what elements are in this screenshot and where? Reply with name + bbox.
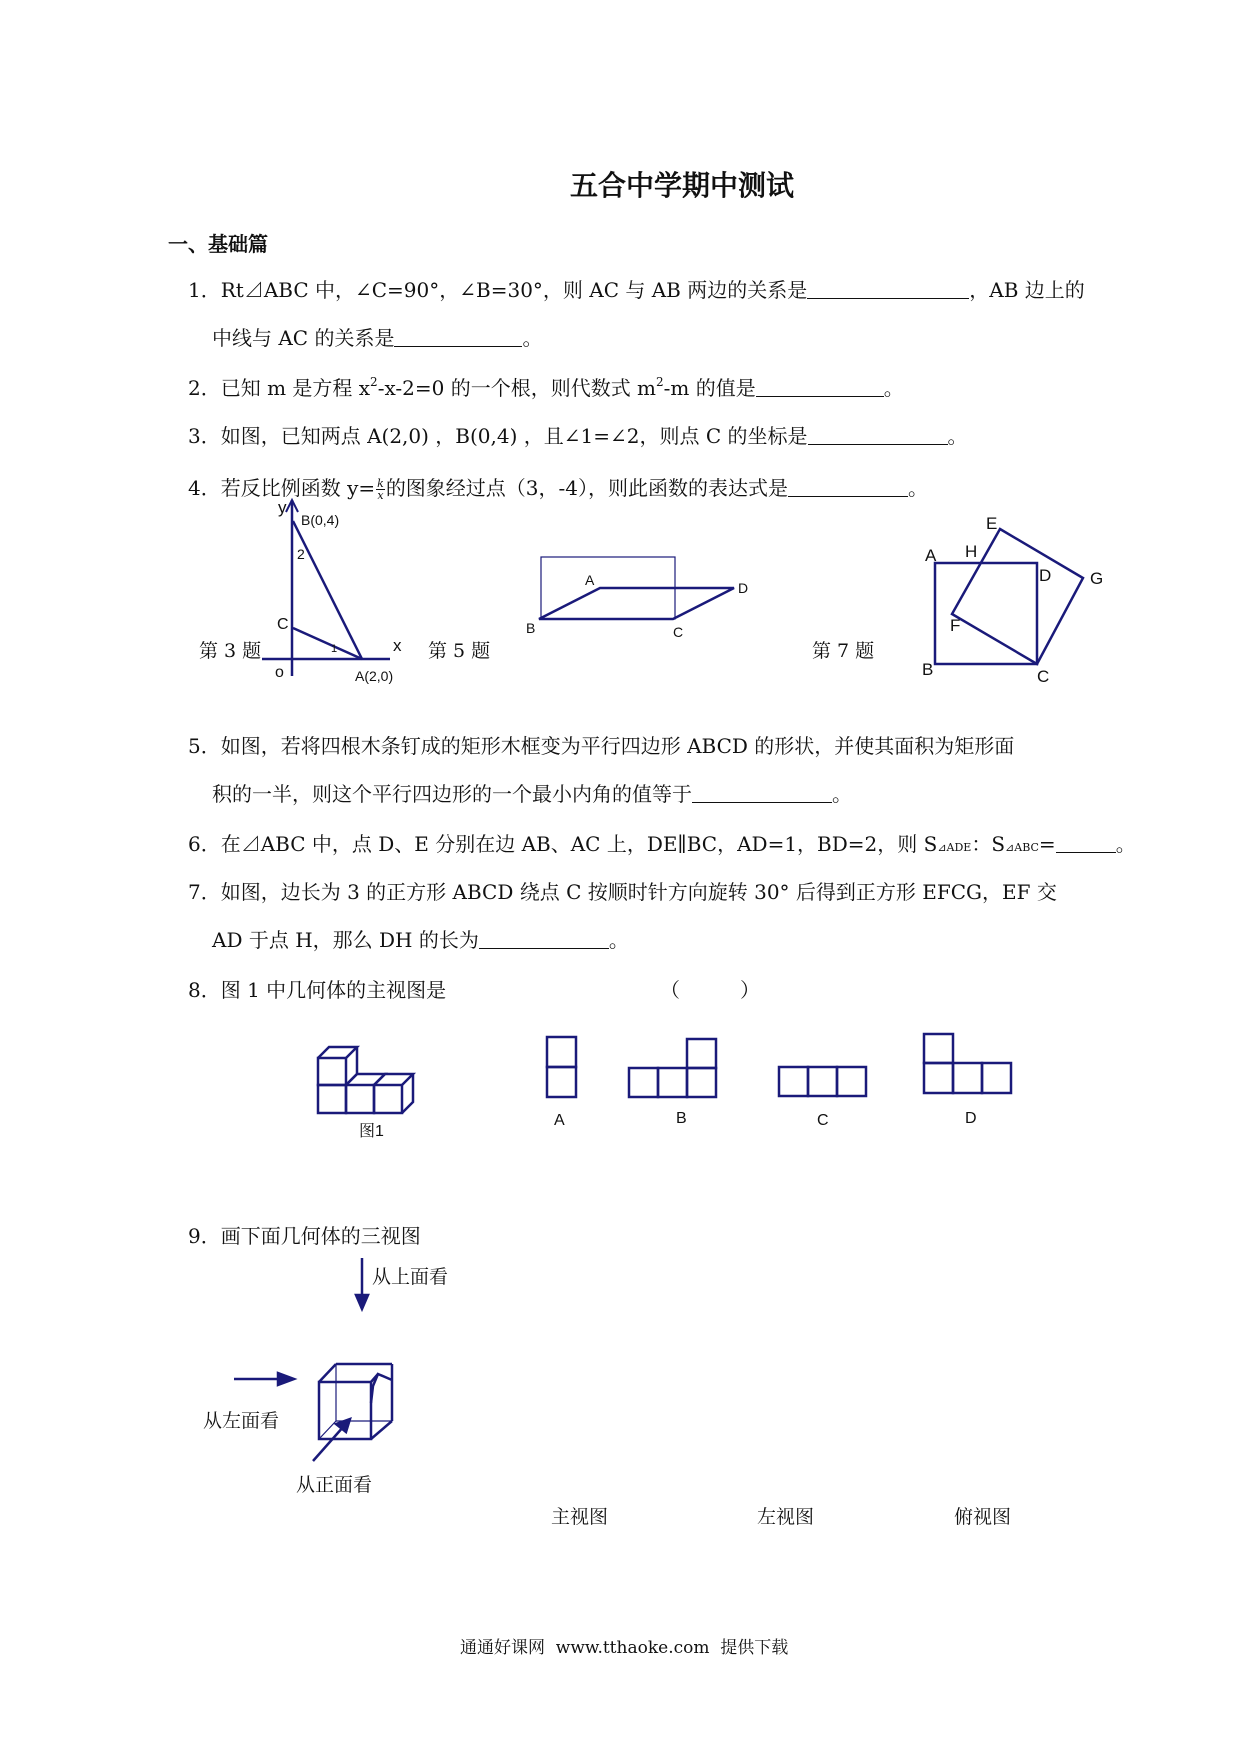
fig9-cube-solid xyxy=(319,1364,392,1439)
q1-text-a: 1．Rt⊿ABC 中，∠C=90°，∠B=30°，则 AC 与 AB 两边的关系是 xyxy=(188,278,808,302)
q2-text-d: 。 xyxy=(883,376,904,400)
fig3-label-a: A(2,0) xyxy=(355,668,394,684)
fig7-label-g: G xyxy=(1090,569,1104,588)
q4-text-a: 4．若反比例函数 y= xyxy=(188,476,376,500)
q6-sub-1: ⊿ADE xyxy=(937,841,972,854)
fig9-arrow-top-icon xyxy=(356,1258,368,1309)
q1-text-d: 。 xyxy=(522,326,543,350)
fig5-label-b: B xyxy=(526,620,536,636)
page-title: 五合中学期中测试 xyxy=(570,169,795,202)
fig3-label-y: y xyxy=(278,498,287,517)
q6-text-a: 6．在⊿ABC 中，点 D、E 分别在边 AB、AC 上，DE∥BC，AD=1，BD=2，则 S xyxy=(188,832,938,856)
fig3-label-angle1: 1 xyxy=(331,643,338,655)
q2-text-b: -x-2=0 的一个根，则代数式 m xyxy=(377,376,657,400)
fig3-caption: 第 3 题 xyxy=(199,640,262,662)
fig7-label-c: C xyxy=(1037,667,1050,686)
q7-text-a: AD 于点 H，那么 DH 的长为 xyxy=(212,928,479,952)
fig9-label-front: 从正面看 xyxy=(296,1474,373,1496)
q4-text-b: 的图象经过点（3，-4），则此函数的表达式是 xyxy=(385,476,789,500)
q6-sub-2: ⊿ABC xyxy=(1005,841,1039,854)
fig3-label-c: C xyxy=(277,616,289,633)
q6-text-c: = xyxy=(1038,832,1056,856)
q5-text-b: 。 xyxy=(832,782,852,806)
q7-text-line1: 7．如图，边长为 3 的正方形 ABCD 绕点 C 按顺时针方向旋转 30° 后得到正方形 EFCG，EF 交 xyxy=(188,880,1057,904)
fig7-label-b: B xyxy=(922,660,934,679)
fig8-label-d[interactable]: D xyxy=(965,1110,977,1127)
q4-text-c: 。 xyxy=(908,476,929,500)
fig7-label-f: F xyxy=(950,616,961,635)
q2-sup-2: 2 xyxy=(656,375,664,389)
fig3-label-o: o xyxy=(275,664,284,681)
q9-text: 9．画下面几何体的三视图 xyxy=(188,1224,421,1248)
q1-text-c: 中线与 AC 的关系是 xyxy=(212,326,395,350)
q2-text-c: -m 的值是 xyxy=(663,376,756,400)
fig5-label-a: A xyxy=(585,572,595,588)
fig9-label-top: 从上面看 xyxy=(372,1266,449,1288)
page-footer: 通通好课网 www.tthaoke.com 提供下载 xyxy=(460,1638,789,1658)
fig7-label-h: H xyxy=(965,542,978,561)
fig3-label-angle2: 2 xyxy=(297,546,305,562)
q4-frac-den: x xyxy=(377,489,384,502)
q3-text-a: 3．如图，已知两点 A(2,0) ，B(0,4) ，且∠1=∠2，则点 C 的坐标是 xyxy=(188,424,808,448)
fig5-caption: 第 5 题 xyxy=(428,640,491,662)
q1-text-b: ，AB 边上的 xyxy=(969,278,1085,302)
fig7-label-a: A xyxy=(925,546,937,565)
section-heading: 一、基础篇 xyxy=(168,232,268,256)
fig7-label-e: E xyxy=(986,514,998,533)
fig9-arrow-left-icon xyxy=(234,1373,294,1385)
fig8-label-c[interactable]: C xyxy=(817,1112,829,1129)
q4-frac-num: k xyxy=(377,477,384,490)
fig7-caption: 第 7 题 xyxy=(812,640,875,662)
q6-text-b: ：S xyxy=(971,832,1006,856)
fig9-label-top-view: 俯视图 xyxy=(954,1506,1012,1528)
q5-text-line1: 5．如图，若将四根木条钉成的矩形木框变为平行四边形 ABCD 的形状，并使其面积为矩形面 xyxy=(188,734,1015,758)
fig8-label-b[interactable]: B xyxy=(676,1110,687,1127)
fig9-label-left-view: 左视图 xyxy=(757,1506,815,1528)
q8-answer-paren[interactable]: （ ） xyxy=(660,978,760,1002)
fig9-label-main-view: 主视图 xyxy=(551,1506,609,1528)
fig8-label-a[interactable]: A xyxy=(554,1112,565,1129)
fig7-label-d: D xyxy=(1039,566,1052,585)
q2-text-a: 2．已知 m 是方程 x xyxy=(188,376,371,400)
q7-text-b: 。 xyxy=(608,928,629,952)
fig3-label-x: x xyxy=(393,636,402,655)
fig8-label-fig1: 图1 xyxy=(359,1123,384,1140)
q3-text-b: 。 xyxy=(947,424,968,448)
q8-text: 8．图 1 中几何体的主视图是 xyxy=(188,978,447,1002)
q5-text-a: 积的一半，则这个平行四边形的一个最小内角的值等于 xyxy=(212,782,692,806)
q6-text-d: 。 xyxy=(1115,832,1136,856)
fig5-label-c: C xyxy=(673,624,684,640)
fig5-label-d: D xyxy=(738,580,749,596)
fig9-label-left: 从左面看 xyxy=(203,1410,280,1432)
fig3-label-b: B(0,4) xyxy=(301,512,340,528)
q2-sup-1: 2 xyxy=(370,375,378,389)
